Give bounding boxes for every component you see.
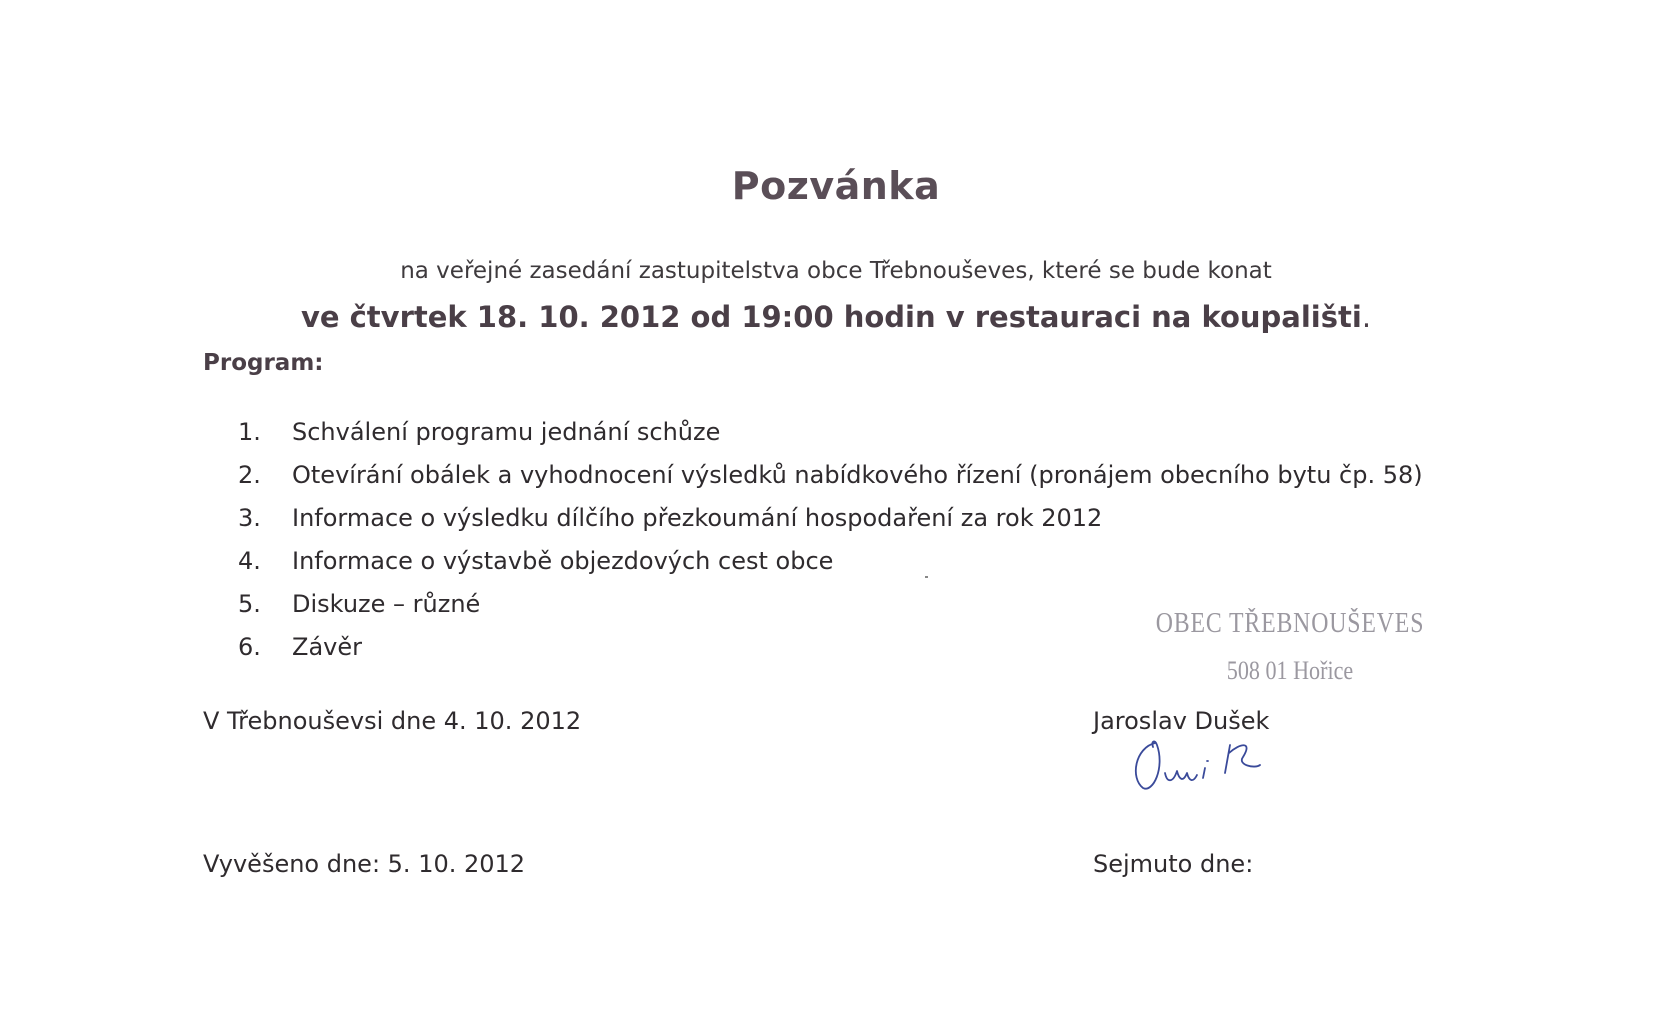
agenda-item-text: Informace o výsledku dílčího přezkoumání hospodaření za rok 2012 — [292, 504, 1103, 532]
invitation-intro: na veřejné zasedání zastupitelstva obce Třebnouševes, které se bude konat — [400, 258, 1272, 284]
agenda-item-text: Schválení programu jednání schůze — [292, 418, 721, 446]
signature-strokes — [1136, 741, 1260, 788]
agenda-item-text: Závěr — [292, 633, 362, 661]
agenda-item — [238, 504, 1423, 547]
official-stamp — [1130, 608, 1450, 686]
signer-name: Jaroslav Dušek — [1093, 707, 1270, 735]
issue-date-place: V Třebnouševsi dne 4. 10. 2012 — [203, 707, 582, 735]
agenda-item — [238, 461, 1423, 504]
stamp-municipality: OBEC TŘEBNOUŠEVES — [1155, 608, 1425, 639]
posted-date: Vyvěšeno dne: 5. 10. 2012 — [203, 850, 526, 878]
agenda-item-text: Otevírání obálek a vyhodnocení výsledků nabídkového řízení (pronájem obecního bytu čp. 58) — [292, 461, 1423, 489]
agenda-item-number: 2. — [238, 461, 261, 489]
agenda-item — [238, 418, 1423, 461]
agenda-item-number: 1. — [238, 418, 261, 446]
program-label: Program: — [203, 350, 324, 376]
agenda-item-number: 6. — [238, 633, 261, 661]
meeting-date-place-text: ve čtvrtek 18. 10. 2012 od 19:00 hodin v restauraci na koupališti — [300, 300, 1362, 334]
agenda-item-number: 4. — [238, 547, 261, 575]
agenda-item-text: Informace o výstavbě objezdových cest obce — [292, 547, 834, 575]
removed-date: Sejmuto dne: — [1093, 850, 1254, 878]
scan-speck — [925, 576, 928, 578]
stamp-address: 508 01 Hořice — [1226, 656, 1354, 685]
agenda-item-text: Diskuze – různé — [292, 590, 481, 618]
handwritten-signature — [1125, 733, 1305, 793]
meeting-date-place-period: . — [1361, 300, 1372, 334]
document-title: Pozvánka — [731, 164, 941, 208]
meeting-date-place — [0, 300, 1672, 334]
agenda-item-number: 5. — [238, 590, 261, 618]
agenda-item-number: 3. — [238, 504, 261, 532]
agenda-item — [238, 547, 1423, 590]
